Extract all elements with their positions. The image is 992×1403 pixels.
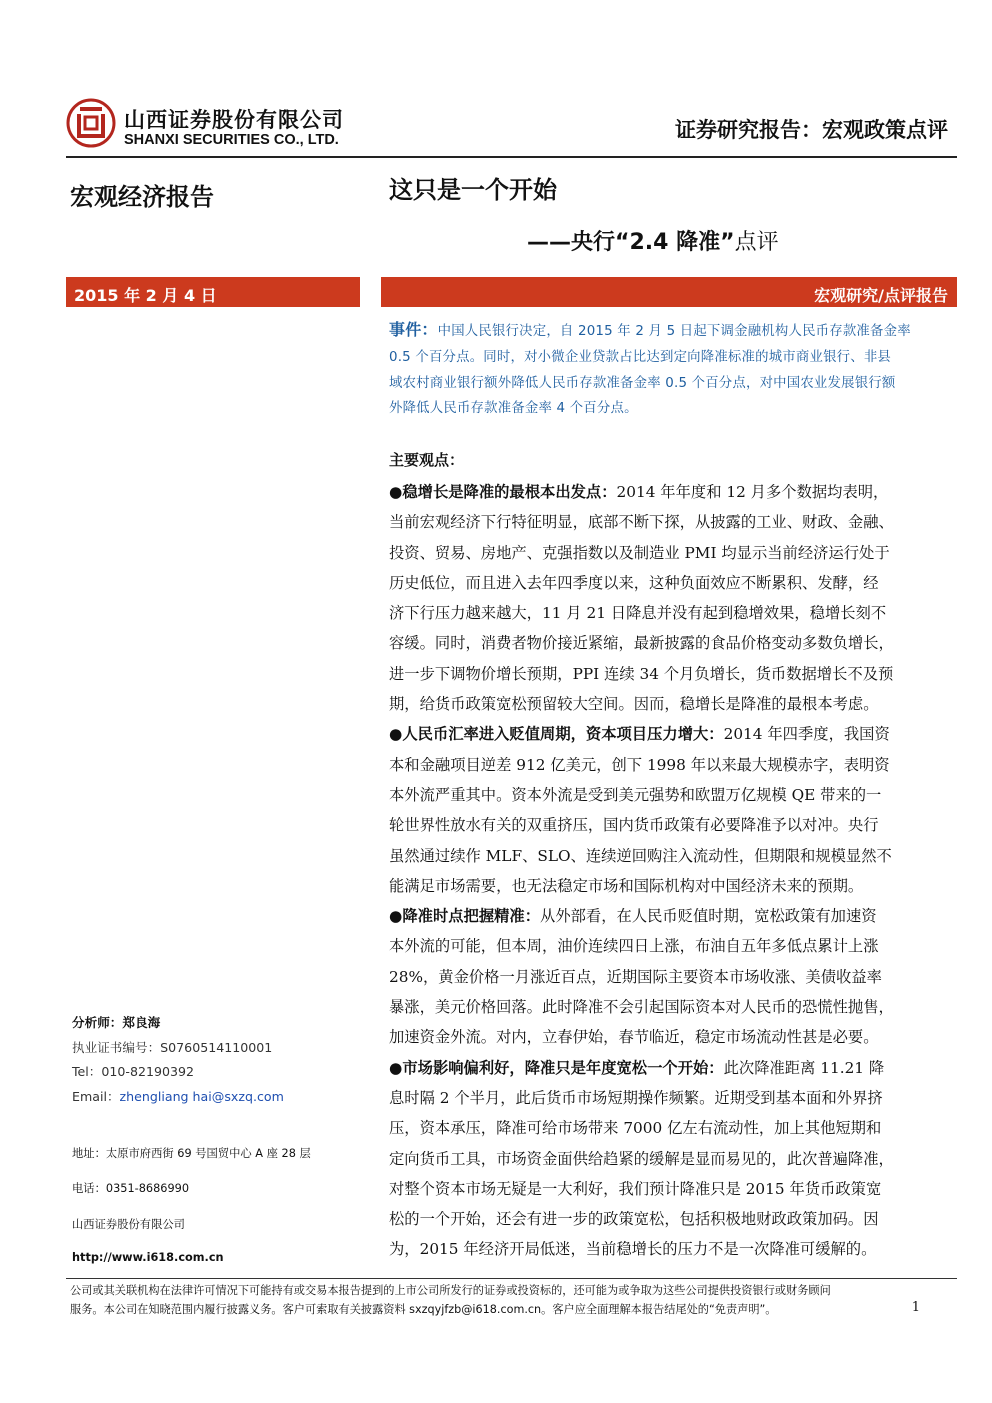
body-line: 本外流的可能，但本周，油价连续四日上涨，布油自五年多低点累计上涨 bbox=[389, 937, 879, 956]
event-line: 域农村商业银行额外降低人民币存款准备金率 0.5 个百分点，对中国农业发展银行额 bbox=[389, 375, 896, 391]
main-points-body bbox=[389, 477, 953, 1265]
report-date: 2015 年 2 月 4 日 bbox=[74, 286, 217, 305]
event-line: 外降低人民币存款准备金率 4 个百分点。 bbox=[389, 401, 638, 417]
body-line: 本和金融项目逆差 912 亿美元，创下 1998 年以来最大规模赤字，表明资 bbox=[389, 755, 890, 774]
company-name-cn: 山西证券股份有限公司 bbox=[124, 108, 344, 132]
body-line: 息时隔 2 个半月，此后货币市场短期操作频繁。近期受到基本面和外界挤 bbox=[389, 1088, 883, 1107]
analyst-info bbox=[72, 1011, 284, 1109]
body-line: 本外流严重其中。资本外流是受到美元强势和欧盟万亿规模 QE 带来的一 bbox=[389, 785, 882, 804]
body-line: 松的一个开始，还会有进一步的政策宽松，包括积极地财政政策加码。因 bbox=[389, 1210, 879, 1229]
body-line: 28%，黄金价格一月涨近百点，近期国际主要资本市场收涨、美债收益率 bbox=[389, 967, 882, 986]
company-contact bbox=[72, 1145, 311, 1283]
body-line: 能满足市场需要，也无法稳定市场和国际机构对中国经济未来的预期。 bbox=[389, 876, 864, 895]
body-line: 定向货币工具，市场资金面供给趋紧的缓解是显而易见的，此次普遍降准， bbox=[389, 1149, 894, 1168]
point-heading-line: ●稳增长是降准的最根本出发点：2014 年年度和 12 月多个数据均表明， bbox=[389, 483, 889, 501]
subtitle-main: ——央行“2.4 降准” bbox=[527, 230, 735, 255]
body-line: 当前宏观经济下行特征明显，底部不断下探，从披露的工业、财政、金融、 bbox=[389, 513, 894, 532]
event-lead: 事件： bbox=[389, 320, 438, 339]
event-block bbox=[389, 317, 951, 422]
body-line: 为，2015 年经济开局低迷，当前稳增长的压力不是一次降准可缓解的。 bbox=[389, 1240, 877, 1259]
company-logo bbox=[66, 98, 116, 148]
report-tag: 宏观研究/点评报告 bbox=[814, 286, 948, 305]
point-heading-line: ●降准时点把握精准：从外部看，在人民币贬值时期，宽松政策有加速资 bbox=[389, 907, 877, 926]
body-line: 容缓。同时，消费者物价接近紧缩，最新披露的食品价格变动多数负增长， bbox=[389, 634, 894, 653]
disclaimer-line: 公司或其关联机构在法律许可情况下可能持有或交易本报告提到的上市公司所发行的证券或投资标的，还可能为或争取为这些公司提供投资银行或财务顾问 bbox=[70, 1284, 831, 1297]
report-title: 这只是一个开始 bbox=[389, 176, 557, 204]
company-url-link[interactable]: http://www.i618.com.cn bbox=[72, 1250, 224, 1264]
disclaimer bbox=[70, 1282, 950, 1319]
point-heading-line: ●市场影响偏利好，降准只是年度宽松一个开始：此次降准距离 11.21 降 bbox=[389, 1058, 885, 1077]
disclaimer-line: 服务。本公司在知晓范围内履行披露义务。客户可索取有关披露资料 sxzqyjfzb@i618.com.cn。客户应全面理解本报告结尾处的“免责声明”。 bbox=[70, 1302, 777, 1316]
body-line: 期，给货币政策宽松预留较大空间。因而，稳增长是降准的最根本考虑。 bbox=[389, 695, 879, 714]
body-line: 投资、贸易、房地产、克强指数以及制造业 PMI 均显示当前经济运行处于 bbox=[389, 543, 890, 562]
body-line: 对整个资本市场无疑是一大利好，我们预计降准只是 2015 年货币政策宽 bbox=[389, 1179, 882, 1198]
body-line: 济下行压力越来越大，11 月 21 日降息并没有起到稳增效果，稳增长刻不 bbox=[389, 604, 887, 623]
report-subtitle bbox=[527, 225, 779, 256]
footer-divider bbox=[66, 1278, 957, 1279]
analyst-license: 执业证书编号：S0760514110001 bbox=[72, 1039, 273, 1055]
body-line: 进一步下调物价增长预期，PPI 连续 34 个月负增长，货币数据增长不及预 bbox=[389, 664, 894, 683]
event-line: 事件：中国人民银行决定，自 2015 年 2 月 5 日起下调金融机构人民币存款准备金率 bbox=[389, 320, 911, 339]
body-line: 历史低位，而且进入去年四季度以来，这种负面效应不断累积、发酵，经 bbox=[389, 573, 879, 592]
body-line: 虽然通过续作 MLF、SLO、连续逆回购注入流动性，但期限和规模显然不 bbox=[389, 846, 892, 865]
body-line: 轮世界性放水有关的双重挤压，国内货币政策有必要降准予以对冲。央行 bbox=[389, 816, 879, 835]
company-name-footer: 山西证券股份有限公司 bbox=[72, 1217, 185, 1231]
company-address: 地址：太原市府西街 69 号国贸中心 A 座 28 层 bbox=[72, 1147, 311, 1160]
analyst-name: 分析师：郑良海 bbox=[72, 1015, 161, 1030]
body-line: 加速资金外流。对内，立春伊始，春节临近，稳定市场流动性甚是必要。 bbox=[389, 1028, 879, 1047]
body-line: 压，资本承压，降准可给市场带来 7000 亿左右流动性，加上其他短期和 bbox=[389, 1119, 882, 1138]
company-name-en: SHANXI SECURITIES CO., LTD. bbox=[124, 132, 339, 148]
body-line: 暴涨，美元价格回落。此时降准不会引起国际资本对人民币的恐慌性抛售， bbox=[389, 998, 894, 1017]
header-divider bbox=[66, 156, 957, 158]
report-category: 宏观经济报告 bbox=[70, 183, 214, 211]
report-type: 证券研究报告：宏观政策点评 bbox=[675, 118, 948, 142]
main-points-heading: 主要观点： bbox=[389, 451, 465, 469]
page-number: 1 bbox=[911, 1300, 920, 1315]
company-phone: 电话：0351-8686990 bbox=[72, 1182, 190, 1196]
event-line: 0.5 个百分点。同时，对小微企业贷款占比达到定向降准标准的城市商业银行、非县 bbox=[389, 349, 892, 365]
analyst-email-link[interactable]: zhengliang hai@sxzq.com bbox=[119, 1088, 284, 1104]
point-heading-line: ●人民币汇率进入贬值周期，资本项目压力增大：2014 年四季度，我国资 bbox=[389, 725, 890, 744]
analyst-tel: Tel：010-82190392 bbox=[72, 1064, 195, 1079]
analyst-email-line: Email：zhengliang hai@sxzq.com bbox=[72, 1088, 284, 1104]
subtitle-suffix: 点评 bbox=[734, 230, 779, 255]
